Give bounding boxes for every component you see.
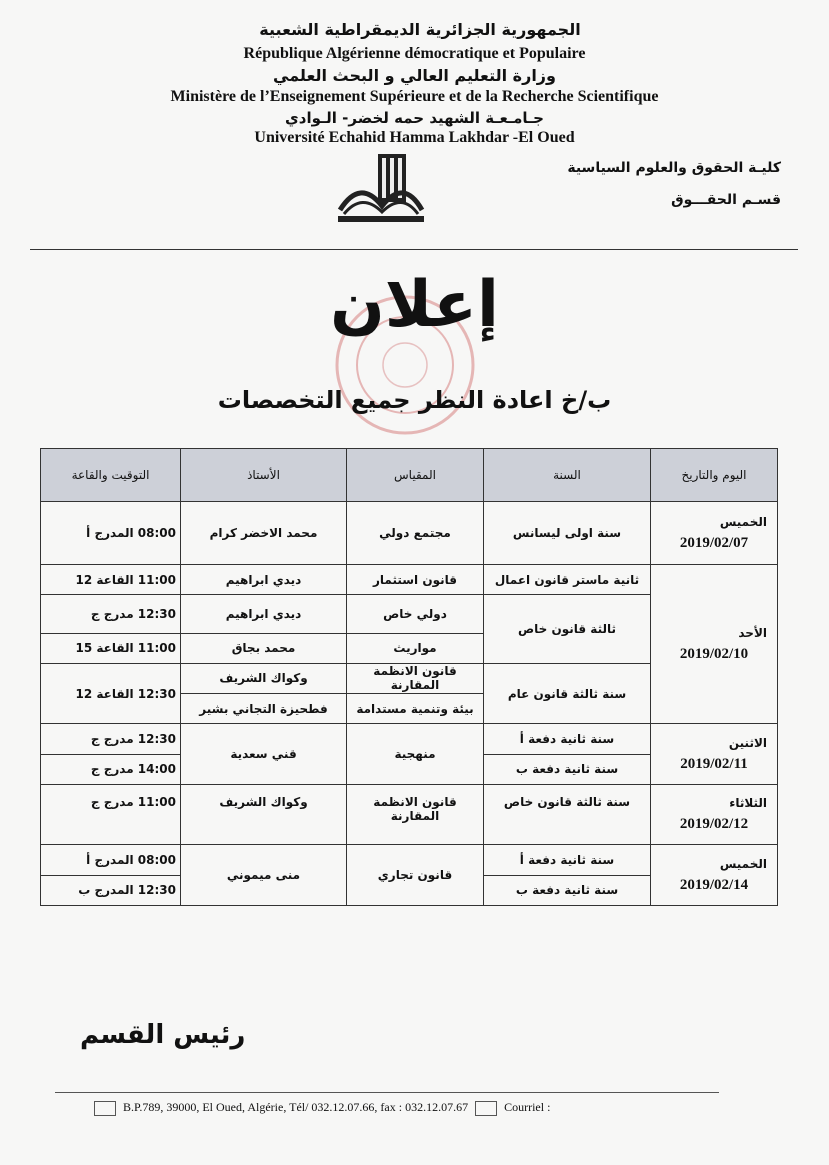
header-time-room: التوقيت والقاعة — [41, 449, 181, 502]
time-cell: 08:00 المدرج أ — [41, 845, 181, 875]
phone-icon — [94, 1101, 116, 1116]
subject-cell: بيئة وتنمية مستدامة — [347, 694, 484, 724]
table-header-row — [41, 449, 778, 502]
teacher-cell: ديدي ابراهيم — [181, 595, 347, 633]
header-subject: المقياس — [347, 449, 484, 502]
time-cell: 12:30 المدرج ب — [41, 875, 181, 905]
header-teacher: الأستاذ — [181, 449, 347, 502]
department-name: قسـم الحقـــوق — [671, 192, 781, 208]
day-cell: الخميس 2019/02/07 — [651, 502, 778, 565]
signature-label: رئيس القسم — [80, 1020, 246, 1050]
day-cell: الخميس 2019/02/14 — [651, 845, 778, 906]
teacher-cell: محمد بجاق — [181, 633, 347, 663]
header-ar-line1: الجمهورية الجزائرية الديمقراطية الشعبية — [259, 20, 581, 39]
day-cell: الاثنين 2019/02/11 — [651, 724, 778, 785]
year-cell: سنة ثانية دفعة ب — [484, 875, 651, 905]
announcement-title: إعلان — [330, 268, 499, 342]
header-year: السنة — [484, 449, 651, 502]
header-day-date: اليوم والتاريخ — [651, 449, 778, 502]
header-divider — [30, 249, 798, 250]
year-cell: سنة ثانية دفعة أ — [484, 724, 651, 754]
subject-cell: قانون الانظمة المقارنة — [347, 663, 484, 693]
subject-cell: مواريث — [347, 633, 484, 663]
time-cell: 11:00 مدرج ج — [41, 784, 181, 845]
year-cell: ثالثة قانون خاص — [484, 595, 651, 664]
year-cell: سنة ثالثة قانون عام — [484, 663, 651, 724]
teacher-cell: وكواك الشريف — [181, 784, 347, 845]
year-cell: سنة اولى ليسانس — [484, 502, 651, 565]
header-fr-line3: Université Echahid Hamma Lakhdar -El Oued — [254, 129, 575, 146]
subject-cell: قانون الانظمة المقارنة — [347, 784, 484, 845]
subject-cell: منهجية — [347, 724, 484, 785]
header-ar-line3: جـامـعـة الشهيد حمه لخضر- الـوادي — [285, 109, 544, 127]
header-fr-line2: Ministère de l’Enseignement Supérieure et de la Recherche Scientifique — [170, 88, 659, 105]
time-cell: 08:00 المدرج أ — [41, 502, 181, 565]
university-logo — [330, 148, 430, 244]
time-cell: 12:30 مدرج ج — [41, 595, 181, 633]
email-icon — [475, 1101, 497, 1116]
subject-cell: قانون تجاري — [347, 845, 484, 906]
year-cell: سنة ثانية دفعة ب — [484, 754, 651, 784]
time-cell: 11:00 القاعة 15 — [41, 633, 181, 663]
announcement-subtitle: ب/خ اعادة النظر جميع التخصصات — [217, 386, 612, 414]
time-cell: 11:00 القاعة 12 — [41, 565, 181, 595]
subject-cell: دولي خاص — [347, 595, 484, 633]
teacher-cell: منى ميموني — [181, 845, 347, 906]
teacher-cell: ديدي ابراهيم — [181, 565, 347, 595]
table-row — [41, 565, 778, 595]
time-cell: 12:30 مدرج ج — [41, 724, 181, 754]
day-cell: الثلاثاء 2019/02/12 — [651, 784, 778, 845]
time-cell: 14:00 مدرج ج — [41, 754, 181, 784]
teacher-cell: محمد الاخضر كرام — [181, 502, 347, 565]
table-row — [41, 502, 778, 565]
year-cell: ثانية ماستر قانون اعمال — [484, 565, 651, 595]
teacher-cell: وكواك الشريف — [181, 663, 347, 693]
year-cell: سنة ثالثة قانون خاص — [484, 784, 651, 845]
table-row — [41, 724, 778, 754]
faculty-name: كليـة الحقوق والعلوم السياسية — [567, 160, 781, 176]
day-cell: الأحد 2019/02/10 — [651, 565, 778, 724]
subject-cell: قانون استثمار — [347, 565, 484, 595]
year-cell: سنة ثانية دفعة أ — [484, 845, 651, 875]
footer — [90, 1100, 550, 1116]
footer-courriel: Courriel : — [504, 1100, 551, 1114]
subject-cell: مجتمع دولي — [347, 502, 484, 565]
teacher-cell: فطحيزة التجاني بشير — [181, 694, 347, 724]
header-ar-line2: وزارة التعليم العالي و البحث العلمي — [273, 66, 556, 85]
table-row — [41, 845, 778, 875]
footer-divider — [55, 1092, 719, 1093]
time-cell: 12:30 القاعة 12 — [41, 663, 181, 724]
footer-address: B.P.789, 39000, El Oued, Algérie, Tél/ 032.12.07.66, fax : 032.12.07.67 — [123, 1100, 469, 1114]
teacher-cell: قني سعدية — [181, 724, 347, 785]
exam-schedule-table — [40, 448, 778, 906]
header-fr-line1: République Algérienne démocratique et Populaire — [243, 45, 586, 62]
table-row — [41, 784, 778, 845]
